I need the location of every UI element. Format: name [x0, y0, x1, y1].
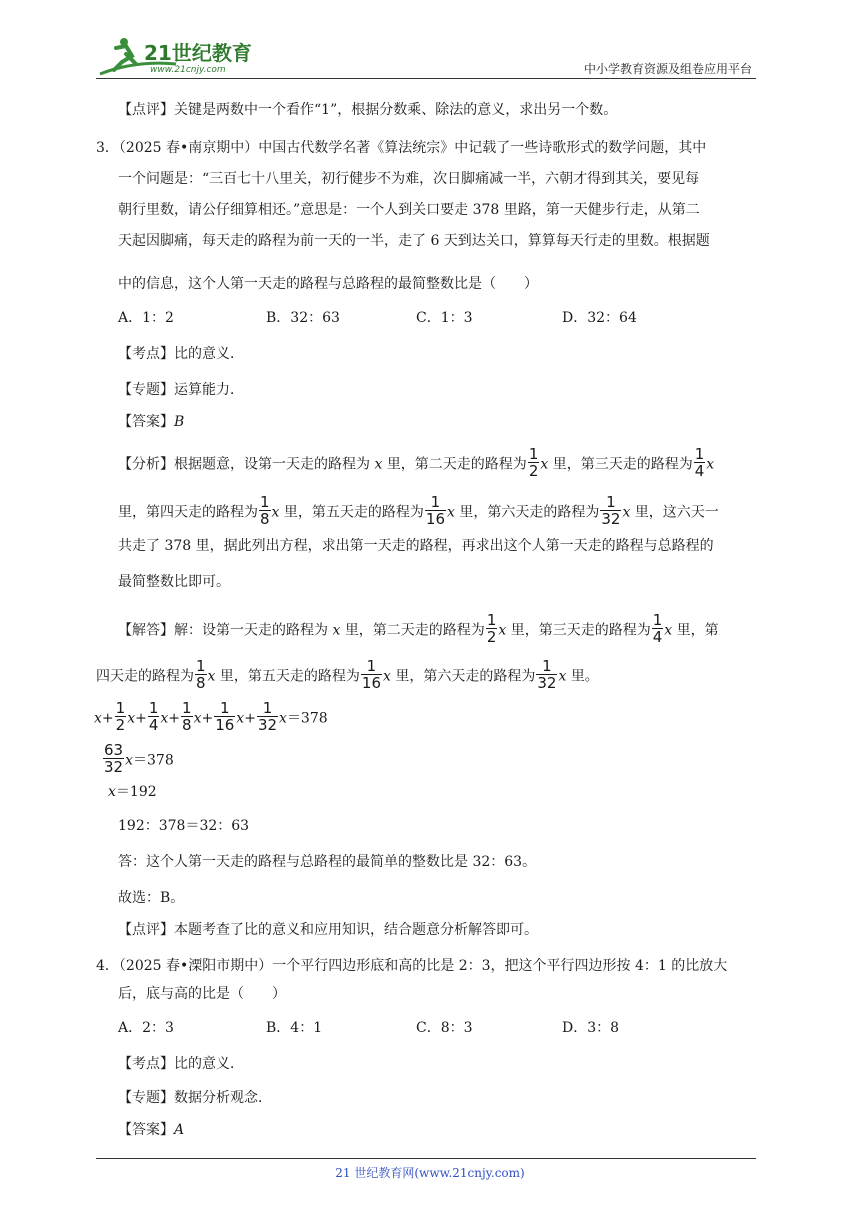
- equation-3: x＝192: [108, 784, 157, 800]
- q3-choose: 故选：B。: [118, 890, 185, 906]
- q3-kaodian: 【考点】比的意义．: [118, 346, 244, 362]
- header-divider: [96, 78, 756, 79]
- q3-solution-line1: 【解答】解：设第一天走的路程为 x 里，第二天走的路程为 $\frac{1}{2}$ x 里，第三天走的路程为 $\frac{1}{4}$ x 里，第: [118, 611, 719, 646]
- fraction-1-2: $\frac{1}{2}$: [528, 445, 539, 480]
- fraction-1-16: $\frac{1}{16}$: [425, 493, 445, 528]
- svg-text:21世纪教育: 21世纪教育: [144, 41, 252, 65]
- equation-1: x+ $\frac{1}{2}$ x+ $\frac{1}{4}$ x+ $\frac{1}{8}$ x+ $\frac{1}{16}$ x+ $\frac{1}{32}$ x＝378: [94, 699, 328, 734]
- fraction-1-4: $\frac{1}{4}$: [148, 699, 159, 734]
- q3-option-b: B．32：63: [266, 310, 340, 326]
- footer-divider: [96, 1158, 756, 1159]
- fraction-1-8: $\frac{1}{8}$: [182, 699, 192, 734]
- svg-text:www.21cnjy.com: www.21cnjy.com: [150, 65, 226, 75]
- q3-solution-line2: 四天走的路程为 $\frac{1}{8}$ x 里，第五天走的路程为 $\frac{1}{16}$ x 里，第六天走的路程为 $\frac{1}{32}$ x 里。: [96, 657, 599, 692]
- q3-line1: 3．（2025 春•南京期中）中国古代数学名著《算法统宗》中记载了一些诗歌形式的数学问题，其中: [96, 140, 707, 156]
- q3-answer: 【答案】B: [118, 414, 185, 430]
- q4-line2: 后，底与高的比是（ ）: [118, 986, 286, 1002]
- fraction-1-2: $\frac{1}{2}$: [115, 699, 126, 734]
- q4-option-b: B．4：1: [266, 1020, 323, 1036]
- q4-line1: 4．（2025 春•溧阳市期中）一个平行四边形底和高的比是 2：3，把这个平行四边形按 4：1 的比放大: [96, 958, 728, 974]
- q3-analysis-line1: 【分析】根据题意，设第一天走的路程为 x 里，第二天走的路程为 $\frac{1}{2}$ x 里，第三天走的路程为 $\frac{1}{4}$ x: [118, 445, 715, 480]
- top-comment: 【点评】关键是两数中一个看作“1”，根据分数乘、除法的意义，求出另一个数。: [118, 102, 618, 118]
- fraction-1-32: $\frac{1}{32}$: [537, 657, 557, 692]
- equation-2: $\frac{63}{32}$ x＝378: [104, 741, 174, 776]
- q3-option-c: C．1：3: [416, 310, 473, 326]
- q3-analysis-line4: 最简整数比即可。: [118, 574, 230, 590]
- q4-answer: 【答案】A: [118, 1122, 185, 1138]
- fraction-1-16: $\frac{1}{16}$: [215, 699, 235, 734]
- fraction-1-4: $\frac{1}{4}$: [694, 445, 705, 480]
- site-logo: [96, 34, 296, 78]
- q4-zhuanti: 【专题】数据分析观念．: [118, 1090, 272, 1106]
- q3-analysis-line2: 里，第四天走的路程为 $\frac{1}{8}$ x 里，第五天走的路程为 $\frac{1}{16}$ x 里，第六天走的路程为 $\frac{1}{32}$ x 里，这六天一: [118, 493, 719, 528]
- fraction-1-2: $\frac{1}{2}$: [486, 611, 497, 646]
- q4-kaodian: 【考点】比的意义．: [118, 1056, 244, 1072]
- q3-line4: 天起因脚痛，每天走的路程为前一天的一半，走了 6 天到达关口，算算每天行走的里数。根据题: [118, 233, 710, 249]
- fraction-1-32: $\frac{1}{32}$: [601, 493, 621, 528]
- q3-dianping: 【点评】本题考查了比的意义和应用知识，结合题意分析解答即可。: [118, 922, 538, 938]
- fraction-1-32: $\frac{1}{32}$: [257, 699, 278, 734]
- q3-line5: 中的信息，这个人第一天走的路程与总路程的最简整数比是（ ）: [118, 276, 538, 292]
- q3-option-d: D．32：64: [562, 310, 637, 326]
- fraction-1-16: $\frac{1}{16}$: [361, 657, 381, 692]
- fraction-63-32: $\frac{63}{32}$: [104, 741, 124, 776]
- q4-option-a: A．2：3: [118, 1020, 174, 1036]
- page-header: [0, 0, 860, 80]
- q3-option-a: A．1：2: [118, 310, 174, 326]
- q3-analysis-line3: 共走了 378 里，据此列出方程，求出第一天走的路程，再求出这个人第一天走的路程与总路程的: [118, 538, 714, 554]
- footer-link[interactable]: 21 世纪教育网(www.21cnjy.com): [335, 1166, 525, 1180]
- q3-line3: 朝行里数，请公仔细算相还。”意思是：一个人到关口要走 378 里路，第一天健步行走，从第二: [118, 202, 700, 218]
- platform-name: 中小学教育资源及组卷应用平台: [583, 62, 752, 76]
- q3-reply: 答：这个人第一天走的路程与总路程的最简单的整数比是 32：63。: [118, 854, 537, 870]
- ratio-result: 192：378＝32：63: [118, 818, 250, 834]
- q4-option-d: D．3：8: [562, 1020, 620, 1036]
- fraction-1-4: $\frac{1}{4}$: [652, 611, 663, 646]
- fraction-1-8: $\frac{1}{8}$: [196, 657, 206, 692]
- q3-line2: 一个问题是：“三百七十八里关，初行健步不为难，次日脚痛减一半，六朝才得到其关，要见每: [118, 171, 700, 187]
- q4-option-c: C．8：3: [416, 1020, 473, 1036]
- q3-zhuanti: 【专题】运算能力．: [118, 382, 244, 398]
- fraction-1-8: $\frac{1}{8}$: [260, 493, 270, 528]
